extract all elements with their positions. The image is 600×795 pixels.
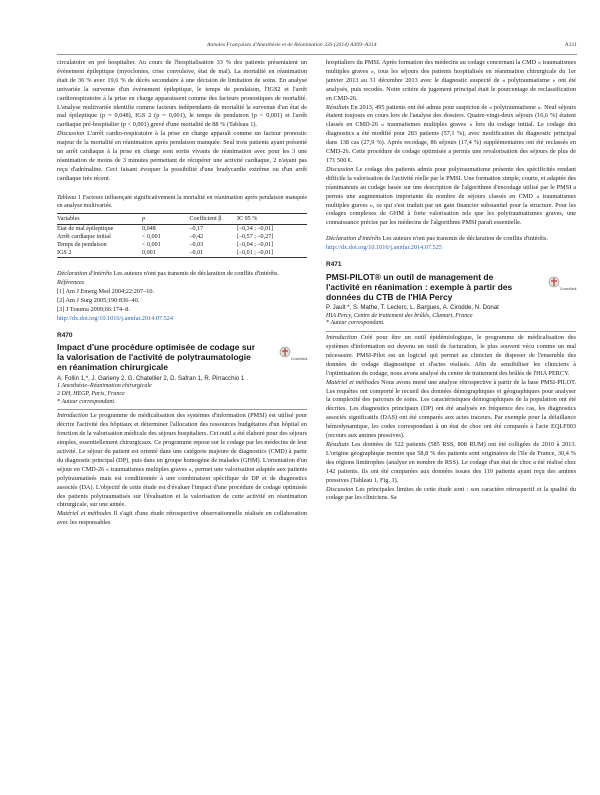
discussion-label: Discussion — [57, 130, 85, 138]
table-cell: 0,048 — [142, 226, 156, 233]
header-rule — [57, 54, 577, 55]
introduction-label: Introduction — [57, 412, 89, 420]
discussion-label: Discussion — [326, 485, 354, 493]
declaration-text: Les auteurs n'ont pas transmis de déclaration de conflits d'intérêts. — [113, 270, 279, 278]
article-authors: P. Jault *, S. Mathe, T. Leclerc, L. Bargues, A. Cirodde, N. Donat — [326, 304, 499, 312]
results-label: Résultats — [326, 103, 349, 111]
declaration-label: Déclaration d'intérêts — [57, 270, 112, 278]
results-label: Résultats — [326, 441, 349, 448]
affiliation: 1 Anesthésie–Réanimation chirurgicale — [57, 383, 152, 390]
table-header-row — [57, 214, 307, 225]
methods-label: Matériel et méthodes — [326, 378, 380, 386]
methods-text: Nous avons mené une analyse rétrospective à partir de la base PMSI-PILOT. Les requêtes ont comporté le recueil des données démographiques et géographiques pour analyser la complexité des parcours de soins. Les caractéristiques démographiques de la population ont été décrites. Les diagnostics principaux (DP) ont été analysés en fréquence des cas, les diagnostics associés significatifs (DAS) ont été comparés aux actes traceurs. Par exemple pour la défaillance hémodynamique, les codes correspondant à un état de choc ont été comparés à l'acte EQLF003 (recours aux amines pressives). — [326, 378, 577, 440]
article-title-row — [326, 273, 576, 302]
table-header-cell: p — [142, 214, 190, 225]
table-caption — [57, 194, 307, 210]
table-caption-label: Tableau 1 — [57, 194, 81, 201]
article-number: R470 — [57, 331, 73, 339]
table-cell: Arrêt cardiaque initial — [57, 234, 111, 241]
references-label: Références — [57, 279, 85, 286]
discussion-paragraph — [326, 166, 576, 228]
declaration-label: Déclaration d'intérêts — [326, 235, 381, 243]
introduction-paragraph — [326, 334, 576, 379]
left-column — [57, 59, 307, 528]
journal-citation: Annales Françaises d'Anesthésie et de Réanimation 33S (2014) A309–A314 — [207, 42, 377, 48]
table-cell: [–0,04 ; –0,01] — [237, 242, 274, 249]
discussion-text: Les principales limites de cette étude sont : son caractère rétrospectif et la qualité du codage par les cliniciens. Sa — [326, 485, 576, 502]
table-cell: [–0,34 ; –0,01] — [237, 226, 274, 233]
reference-item: [2] Am J Surg 2005;190:836–40. — [57, 296, 140, 304]
discussion-text: Le codage des patients admis pour polytraumatisme présente des spécificités rendant difficile la valorisation de l'activité réelle par le PMSI. Une formation simple, courte, et adaptée des réanimateurs au codage basée sur une description de l'algorithme d'encodage utilisé par le PMSI a permis une augmentation importante du nombre de séjours classés en CMD « traumatismes multiples graves », ce qui s'est traduit par un gain financier substantiel pour la structure. Pour les codages complexes de GHM à forte valorisation tels que les polytraumatismes graves, une connaissance précise par les médecins de l'algorithme PMSI paraît essentielle. — [326, 165, 576, 227]
table-cell: [–0,01 ; –0,01] — [237, 249, 307, 258]
corresponding-author: * Auteur correspondant. — [57, 398, 116, 405]
table-cell: < 0,001 — [142, 234, 161, 241]
table-cell: –0,03 — [189, 242, 204, 249]
methods-paragraph — [326, 379, 576, 441]
table-row — [57, 249, 307, 258]
table-header-cell: Variables — [57, 214, 142, 225]
table-cell: –0,01 — [190, 249, 238, 258]
crossmark-icon[interactable] — [548, 275, 577, 291]
introduction-text: Le programme de médicalisation des systèmes d'information (PMSI) est utilisé pour décrire l'activité des hôpitaux et déterminer l'allocation des ressources budgétaires d'un hôpital en fonction de la valorisation médicale des séjours hospitaliers. Cet outil a été élaboré pour des séjours simples, essentiellement chirurgicaux. Ce programme repose sur le codage par les médecins de leur activité. Le séjour du patient est orienté dans une catégorie majeure de diagnostics (CMD) à partir du diagnostic principal (DP), puis dans un groupe homogène de malades (GHM). L'orientation d'un séjour en CMD-26 « traumatismes multiples graves », permet une valorisation adaptée aux patients polytraumatisés mais est conditionnée à une combinaison spécifique de DP et de diagnostics associés (DA). L'objectif de cette étude est d'évaluer l'impact d'une procédure de codage optimisée des patients polytraumatisés sur l'évaluation et la valorisation de cette activité en réanimation chirurgicale, sur une année. — [57, 412, 307, 509]
table-cell: Etat de mal épileptique — [57, 226, 114, 233]
table-row — [57, 233, 307, 241]
affiliation: HIA Percy, Centre de traitement des brûlés, Clamart, France — [326, 312, 473, 319]
table-cell: Temps de pendaison — [57, 242, 107, 249]
table-caption-text: Facteurs influençant significativement la mortalité en réanimation après pendaison manquée en analyse multivariée. — [57, 194, 308, 209]
methods-paragraph — [57, 510, 307, 528]
introduction-paragraph — [57, 412, 307, 510]
discussion-text: L'arrêt cardio-respiratoire à la prise en charge apparaît comme un facteur pronostic majeur de la mortalité en réanimation après pendaison manquée. Seul trois patients ayant présenté un arrêt cardiaque à la prise en charge sont sortis vivants de réanimation avec pour les 3 une réanimation de moins de 3 minutes permettant de récupérer une activité cardiaque, 2 n'ayant pas reçu d'adrénaline. Ceci faisant évoquer la possibilité d'une bradycardie extrême ou d'un arrêt cardiaque très récent. — [57, 130, 307, 182]
table-cell: IGS 2 — [57, 249, 142, 258]
continued-paragraph: circulatoire en pré hospitalier. Au cours de l'hospitalisation 33 % des patients présentaient un évènement épileptique (myoclonies, crise convulsive, état de mal). La mortalité en réanimation était de 36 % avec 19,6 % de décès secondaire à une décision de limitation de soins. En analyse univariée la survenue d'un évènement épileptique, le temps de pendaison, l'IGS2 et l'arrêt cardiorespiratoire à la prise en charge apparaissent comme des facteurs pronostiques de mortalité. L'analyse multivariée identifie comme facteurs indépendants de mortalité la survenue d'un état de mal épileptique (p = 0,048), IGS 2 (p = 0,001), le temps de pendaison (p < 0,001) et l'arrêt cardiaque pré-hospitalier (p < 0,001) grevé d'une mortalité de 88 % (Tableau 1). — [57, 59, 307, 129]
methods-label: Matériel et méthodes — [57, 510, 112, 518]
results-paragraph — [326, 104, 576, 166]
table-cell: –0,17 — [189, 226, 204, 233]
methods-text: Il s'agit d'une étude rétrospective observationnelle réalisée en collaboration avec les responsables — [57, 510, 307, 527]
divider — [326, 331, 576, 332]
corresponding-author: * Auteur correspondant. — [326, 320, 385, 327]
crossmark-icon[interactable] — [279, 345, 308, 362]
article-number: R471 — [326, 261, 342, 269]
discussion-label: Discussion — [326, 165, 354, 173]
table-row — [57, 241, 307, 249]
results-text: Les données de 522 patients (585 RSS, 808 RUM) ont été colligées de 2010 à 2013. L'origine géographique montre que 58,8 % des patients sont originaires de l'Ile de France, 30,4 % des régions limitrophes (analyse en nombre de RSS). Le codage d'un état de choc a été réalisé chez 142 patients. Ils ont été comparées aux données issues des 110 patients ayant reçu des amines pressives (Tableau 1, Fig. 1). — [326, 441, 577, 484]
table-cell: 0,001 — [142, 249, 190, 258]
doi-link[interactable]: http://dx.doi.org/10.1016/j.annfar.2014.07.524 — [57, 314, 174, 322]
article-title-row — [57, 343, 307, 372]
declaration-paragraph — [326, 235, 576, 244]
table-header-cell: Coefficient β — [190, 214, 238, 225]
declaration-paragraph — [57, 270, 307, 279]
table-cell: < 0,001 — [142, 242, 161, 249]
affiliation: 2 DH, HEGP, Paris, France — [57, 390, 125, 397]
page-number: A311 — [564, 42, 577, 48]
article-title: Impact d'une procédure optimisée de codage sur la valorisation de l'activité de polytraumatologie en réanimation chirurgicale — [57, 342, 256, 373]
table-cell: –0,42 — [189, 234, 204, 241]
reference-item: [3] J Trauma 2009;66:174–8. — [57, 305, 130, 313]
introduction-label: Introduction — [326, 334, 358, 342]
table-row — [57, 225, 307, 234]
declaration-text: Les auteurs n'ont pas transmis de déclaration de conflits d'intérêts. — [382, 235, 548, 243]
discussion-paragraph — [57, 130, 307, 183]
crossmark-label: CrossMark — [291, 357, 308, 362]
crossmark-label: CrossMark — [560, 286, 577, 291]
divider — [57, 409, 307, 410]
table-cell: [–0,57 ; –0,27] — [237, 234, 274, 241]
results-text: En 2013, 495 patients ont été admis pour suspicion de « polytraumatisme ». Neuf séjours étaient toujours en cours lors de l'analyse des dossiers. Quatre-vingt-deux séjours (16,6 %) étaient classés en CMD-26 « traumatismes multiples graves » lors du codage initial. Le codage des diagnostics a été modifié pour 283 patients (57,1 %), avec modification du diagnostic principal dans 138 cas (27,9 %). Après recodage, 86 séjours (17,4 %) supplémentaires ont été reclassés en CMD-26. Cette procédure de codage optimisée a permis une revalorisation des séjours de plus de 171 500 €. — [326, 103, 577, 164]
article-authors: A. Follin 1,*, J. Garieny 2, G. Chatellier 2, D. Safran 1, R. Pirracchio 1 — [57, 374, 245, 382]
reference-item: [1] Am J Emerg Med 2004;22:207–10. — [57, 287, 155, 295]
doi-link[interactable]: http://dx.doi.org/10.1016/j.annfar.2014.07.525 — [326, 244, 443, 252]
results-table — [57, 213, 307, 258]
introduction-text: Créé pour être un outil épidémiologique, le programme de médicalisation des systèmes d'information est devenu un outil de facturation, le plus souvent vécu comme un mal nécessaire. PMSI-Pilot est un logiciel qui permet au clinicien de disposer de l'ensemble des données de codage diagnostique et d'actes réalisés. Afin de sensibiliser les cliniciens à l'optimisation du codage, nous avons analysé du centre de traitement des brûlés de l'HIA PERCY. — [326, 334, 576, 377]
continued-paragraph: hospitaliers du PMSI. Après formation des médecins au codage concernant la CMD « traumatismes multiples graves », tous les séjours des patients hospitalisés en réanimation chirurgicale du 1er janvier 2013 au 31 décembre 2013 avec le diagnostic suspecté de « polytraumatisme » ont été analysés, puis recodés. Notre critère de jugement principal était le pourcentage de reclassification en CMD-26. — [326, 59, 576, 102]
table-header-cell: IC 95 % — [237, 214, 307, 225]
right-column — [326, 59, 576, 503]
article-title: PMSI-PILOT® un outil de management de l'activité en réanimation : exemple à partir des données du CTB de l'HIA Percy — [326, 271, 513, 302]
results-paragraph — [326, 441, 576, 486]
discussion-paragraph — [326, 486, 576, 504]
